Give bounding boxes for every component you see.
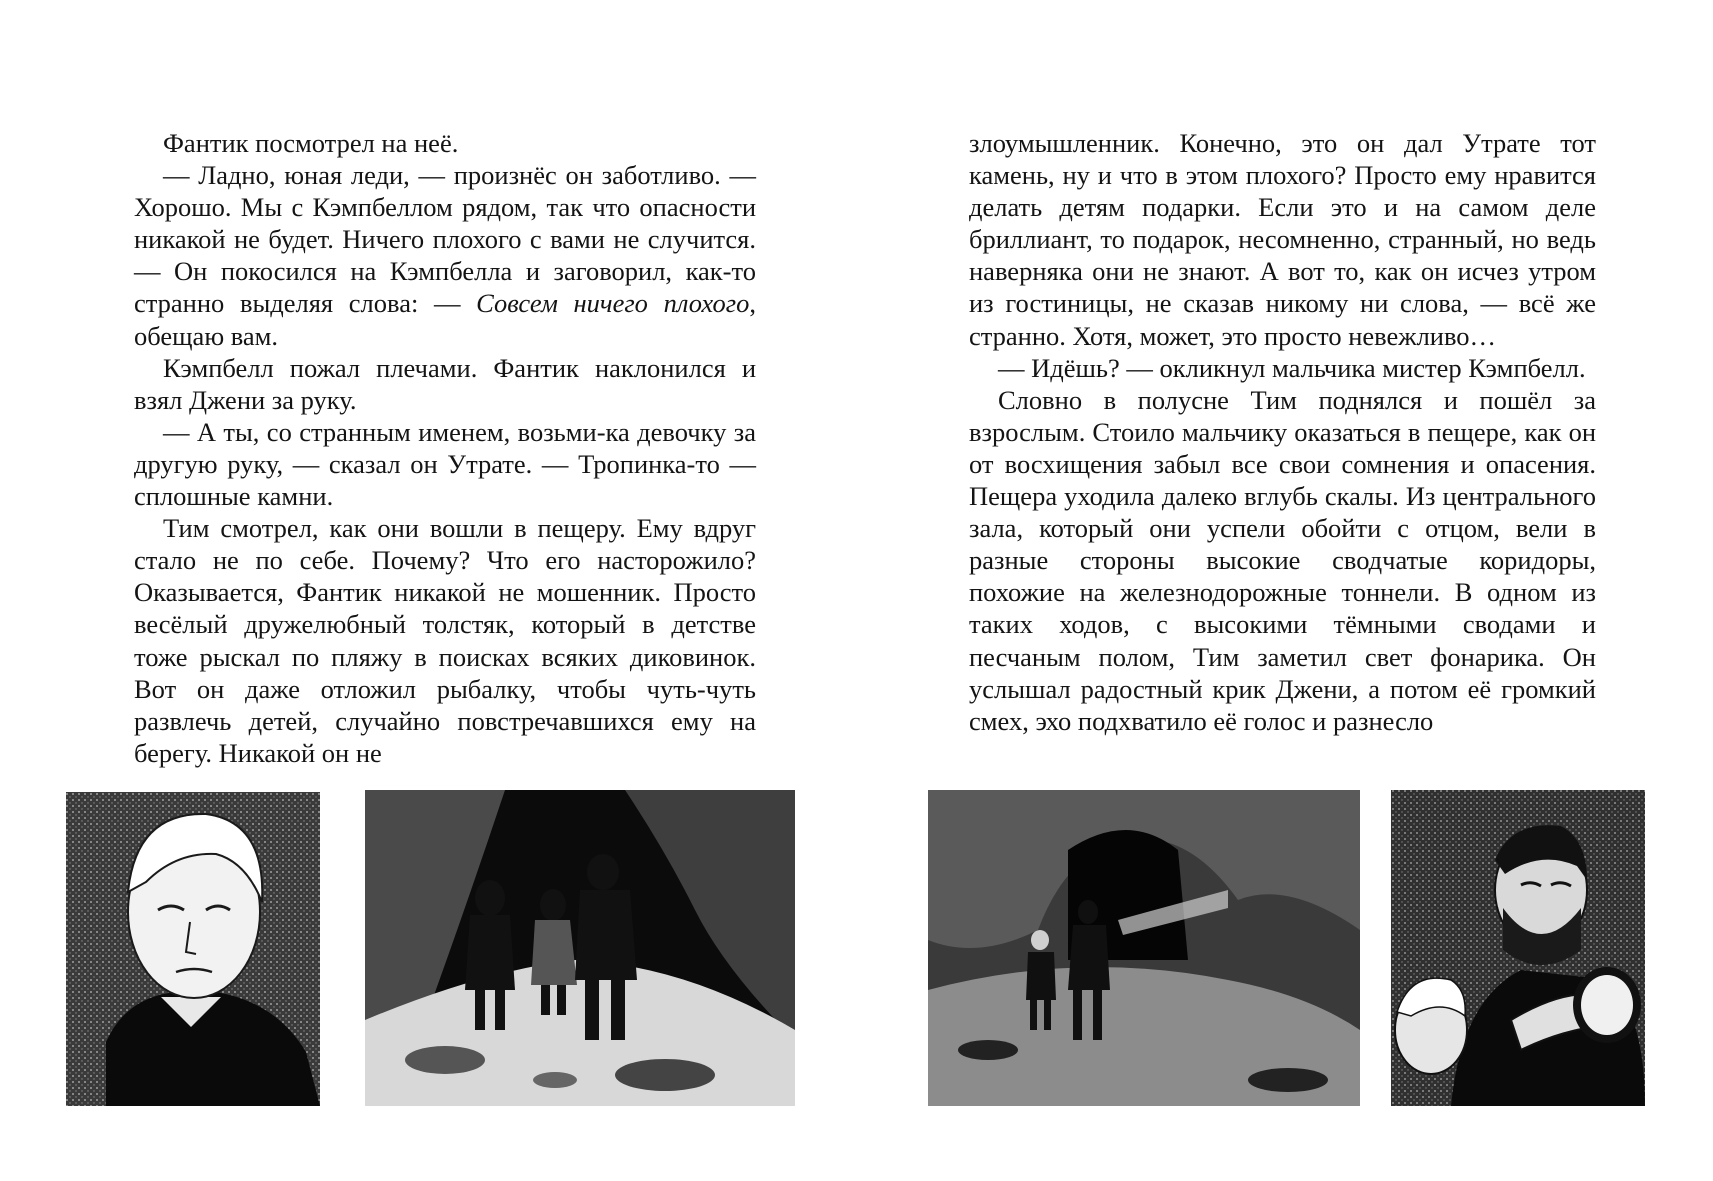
paragraph: Кэмпбелл пожал плечами. Фантик наклонился и взял Джени за руку. (134, 352, 756, 415)
paragraph-tail: , обещаю вам. (134, 288, 756, 351)
paragraph: Словно в полусне Тим поднялся и пошёл за взрослым. Стоило мальчику оказаться в пещере, как он от восхищения забыл все свои сомнения и опасения. Пещера уходила далеко вглубь скалы. Из центрального зала, который они успели обойти с отцом, вели в разные стороны высокие сводчатые коридоры, похожие на железнодорожные тоннели. В одном из таких ходов, с высокими тёмными сводами и песчаным полом, Тим заметил свет фонарика. Он услышал радостный крик Джени, а потом её громкий смех, эхо подхватило её голос и разнесло (969, 384, 1596, 736)
paragraph: злоумышленник. Конечно, это он дал Утрате тот камень, ну и что в этом плохого? Просто ему нравится делать детям подарки. Если это и на самом деле бриллиант, то подарок, несомненно, странный, но ведь наверняка они не знают. А вот то, как он исчез утром из гостиницы, не сказав никому ни слова, — всё же странно. Хотя, может, это просто невежливо… (969, 128, 1596, 351)
italic-phrase: Совсем ничего плохого (476, 288, 750, 319)
paragraph (134, 159, 756, 352)
illustration-cave-interior (928, 790, 1360, 1106)
paragraph-text: — Ладно, юная леди, — произнёс он заботливо. — Хорошо. Мы с Кэмпбеллом рядом, так что опасности никакой не будет. Ничего плохого с вами не случится. — Он покосился на Кэмпбелла и заговорил, как-то странно выделяя слова: — (134, 160, 756, 319)
paragraph: — Идёшь? — окликнул мальчика мистер Кэмпбелл. (998, 352, 1586, 383)
illustration-boy-portrait (66, 792, 320, 1106)
paragraph: Тим смотрел, как они вошли в пещеру. Ему вдруг стало не по себе. Почему? Что его насторожило? Оказывается, Фантик никакой не мошенник. Просто весёлый дружелюбный толстяк, который в детстве тоже рыскал по пляжу в поисках всяких диковинок. Вот он даже отложил рыбалку, чтобы чуть-чуть развлечь детей, случайно повстречавшихся ему на берегу. Никакой он не (134, 513, 756, 768)
right-page-text (969, 127, 1596, 737)
paragraph: — А ты, со странным именем, возьми-ка девочку за другую руку, — сказал он Утрате. — Тропинка-то — сплошные камни. (134, 416, 756, 512)
illustration-cave-entrance (365, 790, 795, 1106)
left-page-text (134, 127, 756, 769)
paragraph: Фантик посмотрел на неё. (163, 128, 459, 158)
illustration-man-flashlight (1391, 790, 1645, 1106)
